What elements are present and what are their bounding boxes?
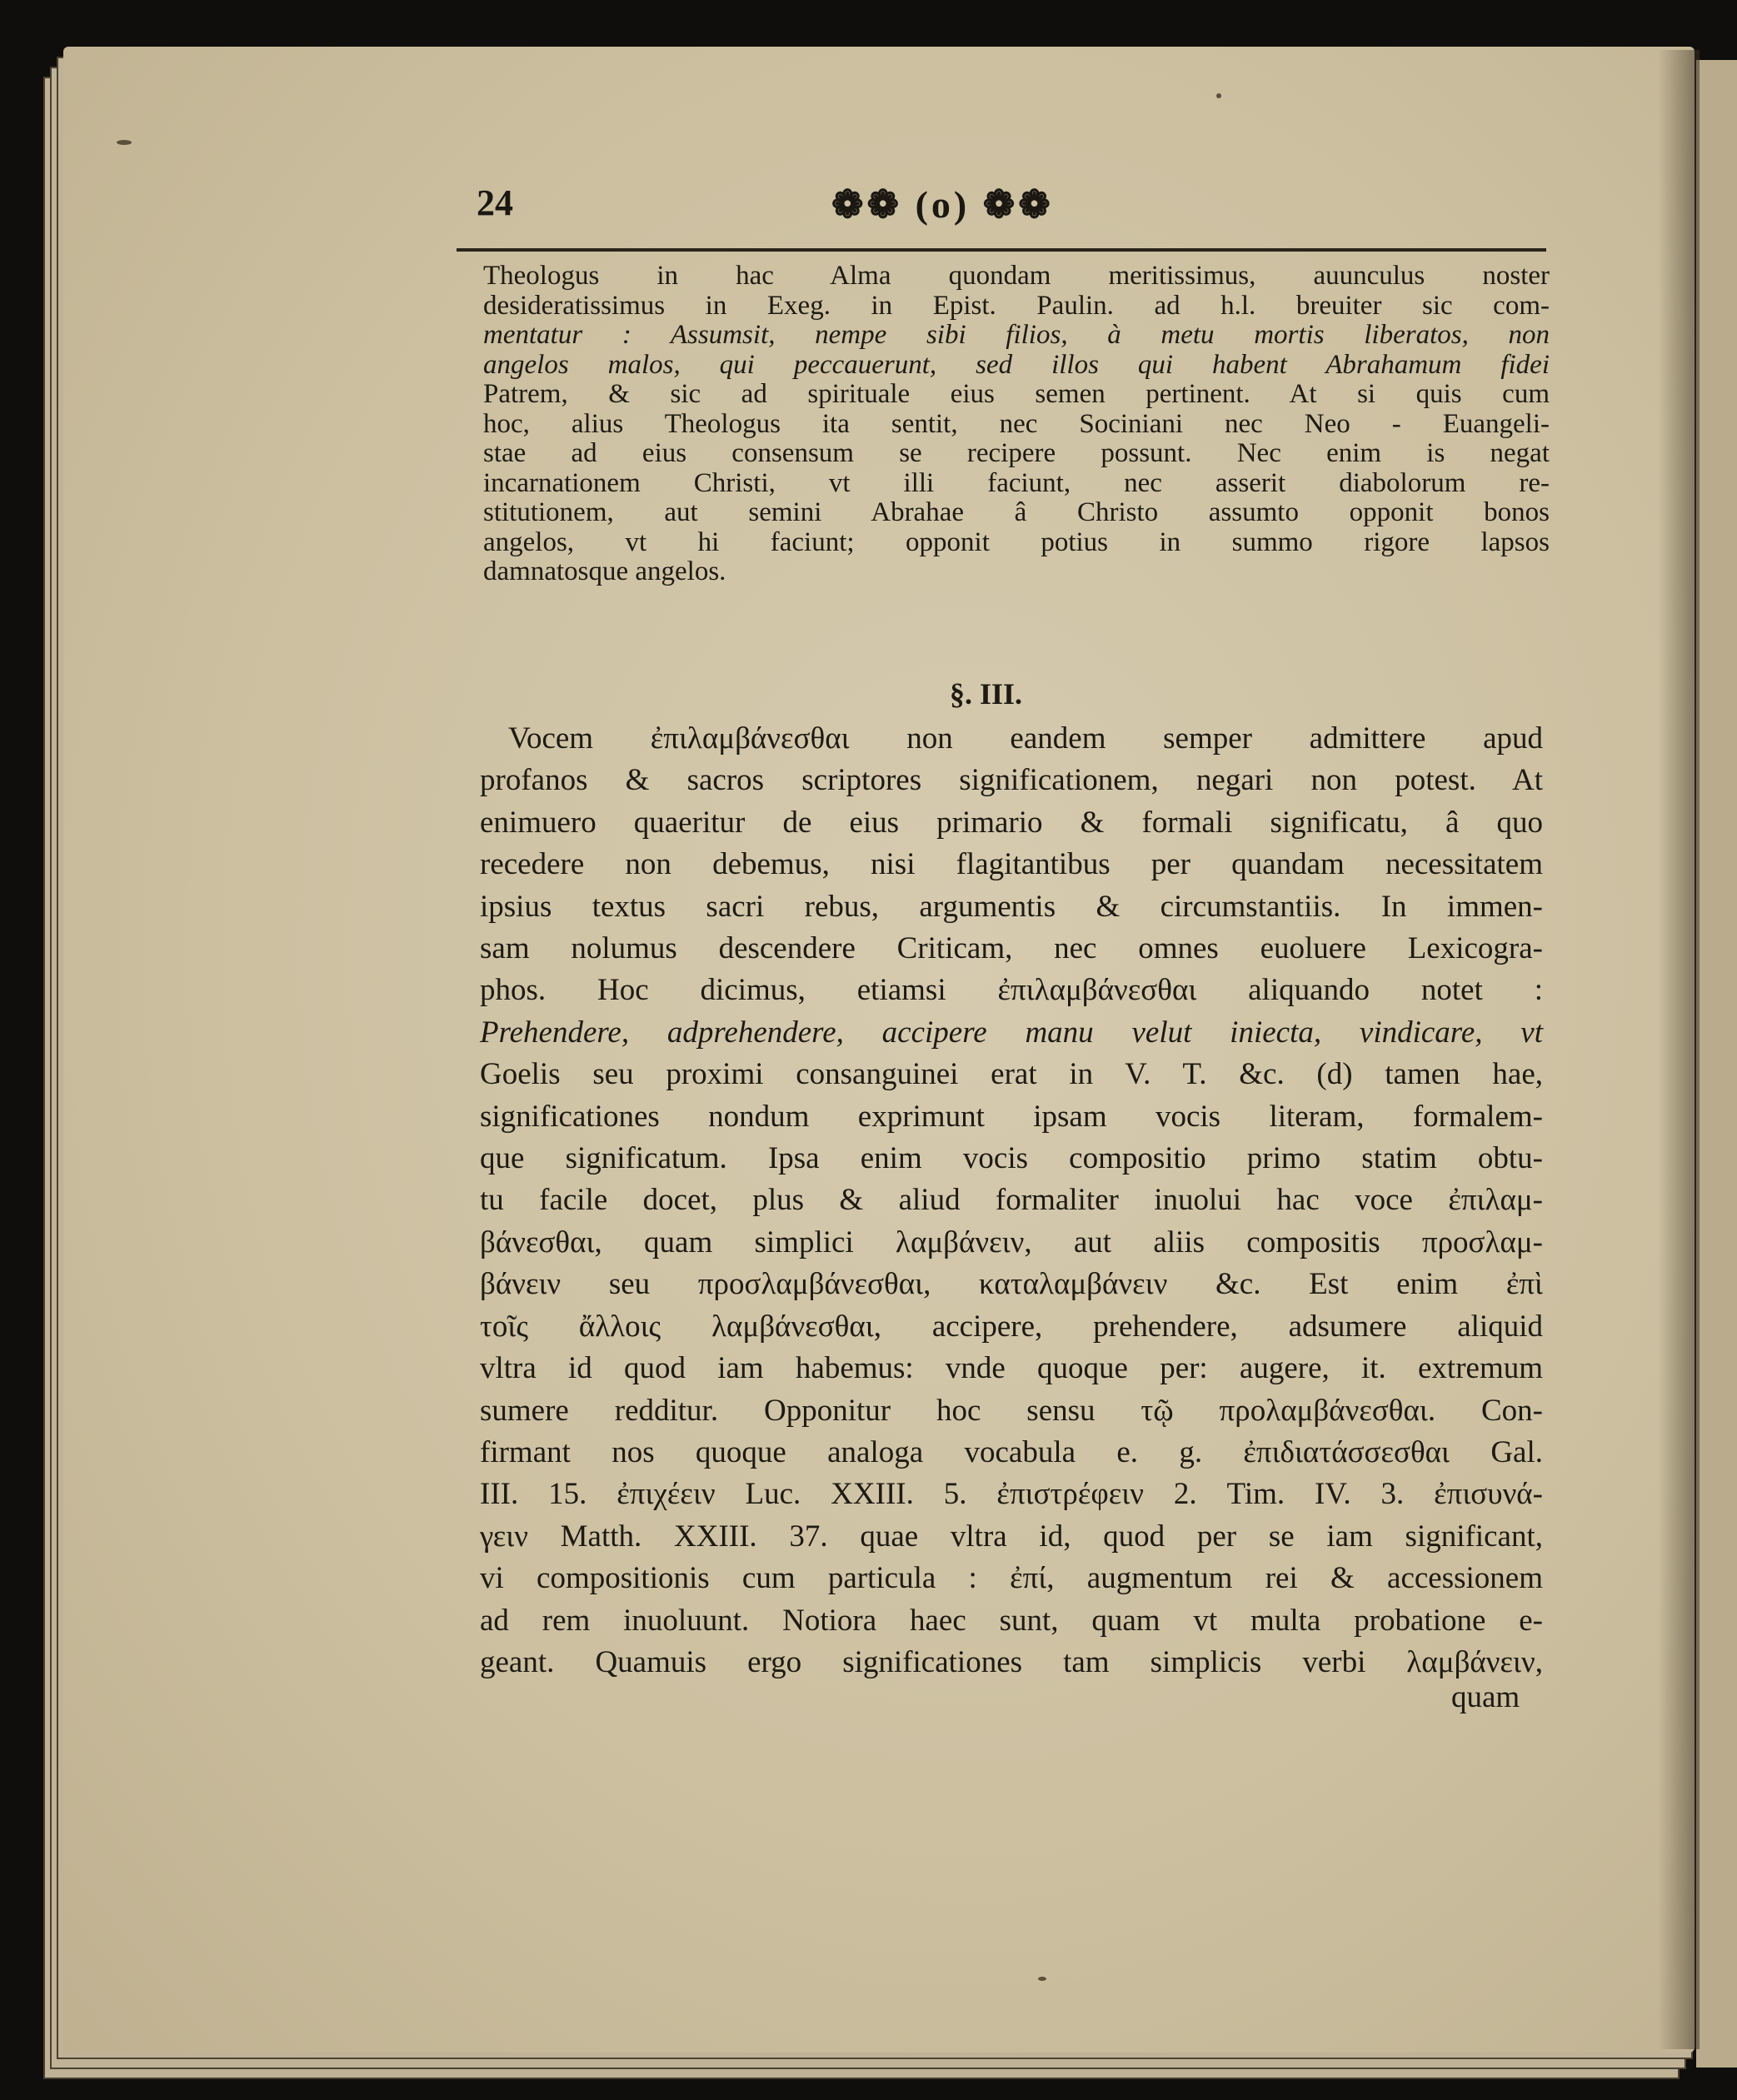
text-line: profanos & sacros scriptores significationem, negari non potest. At bbox=[480, 763, 1543, 798]
header-ornament: ❁❁ (o) ❁❁ bbox=[831, 183, 1054, 226]
text-line: enimuero quaeritur de eius primario & formali significatu, â quo bbox=[480, 805, 1543, 840]
text-line: significationes nondum exprimunt ipsam vocis literam, formalem- bbox=[480, 1099, 1543, 1134]
ink-speck bbox=[117, 140, 132, 145]
text-line: tu facile docet, plus & aliud formaliter inuolui hac voce ἐπιλαμ- bbox=[480, 1183, 1543, 1218]
text-line: Vocem ἐπιλαμβάνεσθαι non eandem semper admittere apud bbox=[508, 721, 1543, 756]
text-line: Prehendere, adprehendere, accipere manu velut iniecta, vindicare, vt bbox=[480, 1015, 1543, 1050]
text-line: angelos malos, qui peccauerunt, sed illos qui habent Abrahamum fidei bbox=[483, 349, 1550, 380]
text-line: hoc, alius Theologus ita sentit, nec Sociniani nec Neo - Euangeli- bbox=[483, 408, 1550, 439]
paragraph-footnote-continuation bbox=[483, 262, 1550, 587]
text-line: τοῖς ἄλλοις λαμβάνεσθαι, accipere, prehendere, adsumere aliquid bbox=[480, 1309, 1543, 1344]
header-rule bbox=[457, 248, 1546, 252]
text-line: vi compositionis cum particula : ἐπί, augmentum rei & accessionem bbox=[480, 1561, 1543, 1596]
paragraph-main bbox=[480, 718, 1543, 1683]
section-heading: §. III. bbox=[950, 677, 1023, 711]
text-line: geant. Quamuis ergo significationes tam simplicis verbi λαμβάνειν, bbox=[480, 1644, 1543, 1679]
text-line: βάνεσθαι, quam simplici λαμβάνειν, aut aliis compositis προσλαμ- bbox=[480, 1225, 1543, 1260]
facing-page-edge bbox=[1696, 60, 1737, 2068]
text-line: incarnationem Christi, vt illi faciunt, nec asserit diabolorum re- bbox=[483, 467, 1550, 498]
text-line: vltra id quod iam habemus: vnde quoque per: augere, it. extremum bbox=[480, 1351, 1543, 1386]
text-line: III. 15. ἐπιχέειν Luc. XXIII. 5. ἐπιστρέφειν 2. Tim. IV. 3. ἐπισυνά- bbox=[480, 1477, 1543, 1512]
page-number: 24 bbox=[477, 182, 513, 223]
text-line: mentatur : Assumsit, nempe sibi filios, à metu mortis liberatos, non bbox=[483, 320, 1550, 350]
text-line: que significatum. Ipsa enim vocis compositio primo statim obtu- bbox=[480, 1141, 1543, 1176]
ink-speck bbox=[1038, 1977, 1046, 1981]
text-line: desideratissimus in Exeg. in Epist. Paulin. ad h.l. breuiter sic com- bbox=[483, 290, 1550, 321]
text-line: sumere redditur. Opponitur hoc sensu τῷ προλαμβάνεσθαι. Con- bbox=[480, 1393, 1543, 1428]
gutter-shadow bbox=[1658, 50, 1700, 2049]
text-line: recedere non debemus, nisi flagitantibus per quandam necessitatem bbox=[480, 847, 1543, 882]
running-header bbox=[477, 182, 1543, 240]
text-line: γειν Matth. XXIII. 37. quae vltra id, quod per se iam significant, bbox=[480, 1519, 1543, 1554]
text-line: phos. Hoc dicimus, etiamsi ἐπιλαμβάνεσθαι aliquando notet : bbox=[480, 973, 1543, 1008]
text-line: angelos, vt hi faciunt; opponit potius in summo rigore lapsos bbox=[483, 526, 1550, 557]
text-line: Theologus in hac Alma quondam meritissimus, auunculus noster bbox=[483, 261, 1550, 291]
text-line: stitutionem, aut semini Abrahae â Christo assumto opponit bonos bbox=[483, 497, 1550, 527]
ink-speck bbox=[1216, 93, 1221, 98]
text-line: ipsius textus sacri rebus, argumentis & circumstantiis. In immen- bbox=[480, 889, 1543, 924]
text-line: firmant nos quoque analoga vocabula e. g. ἐπιδιατάσσεσθαι Gal. bbox=[480, 1434, 1543, 1469]
catchword: quam bbox=[1451, 1680, 1520, 1714]
text-line: βάνειν seu προσλαμβάνεσθαι, καταλαμβάνειν &c. Est enim ἐπὶ bbox=[480, 1267, 1543, 1302]
text-line: Patrem, & sic ad spirituale eius semen pertinent. At si quis cum bbox=[483, 379, 1550, 409]
text-line: sam nolumus descendere Criticam, nec omnes euoluere Lexicogra- bbox=[480, 931, 1543, 966]
text-line: ad rem inuoluunt. Notiora haec sunt, quam vt multa probatione e- bbox=[480, 1603, 1543, 1638]
text-line: stae ad eius consensum se recipere possunt. Nec enim is negat bbox=[483, 438, 1550, 468]
text-line: Goelis seu proximi consanguinei erat in V. T. &c. (d) tamen hae, bbox=[480, 1057, 1543, 1092]
text-line: damnatosque angelos. bbox=[483, 556, 726, 586]
